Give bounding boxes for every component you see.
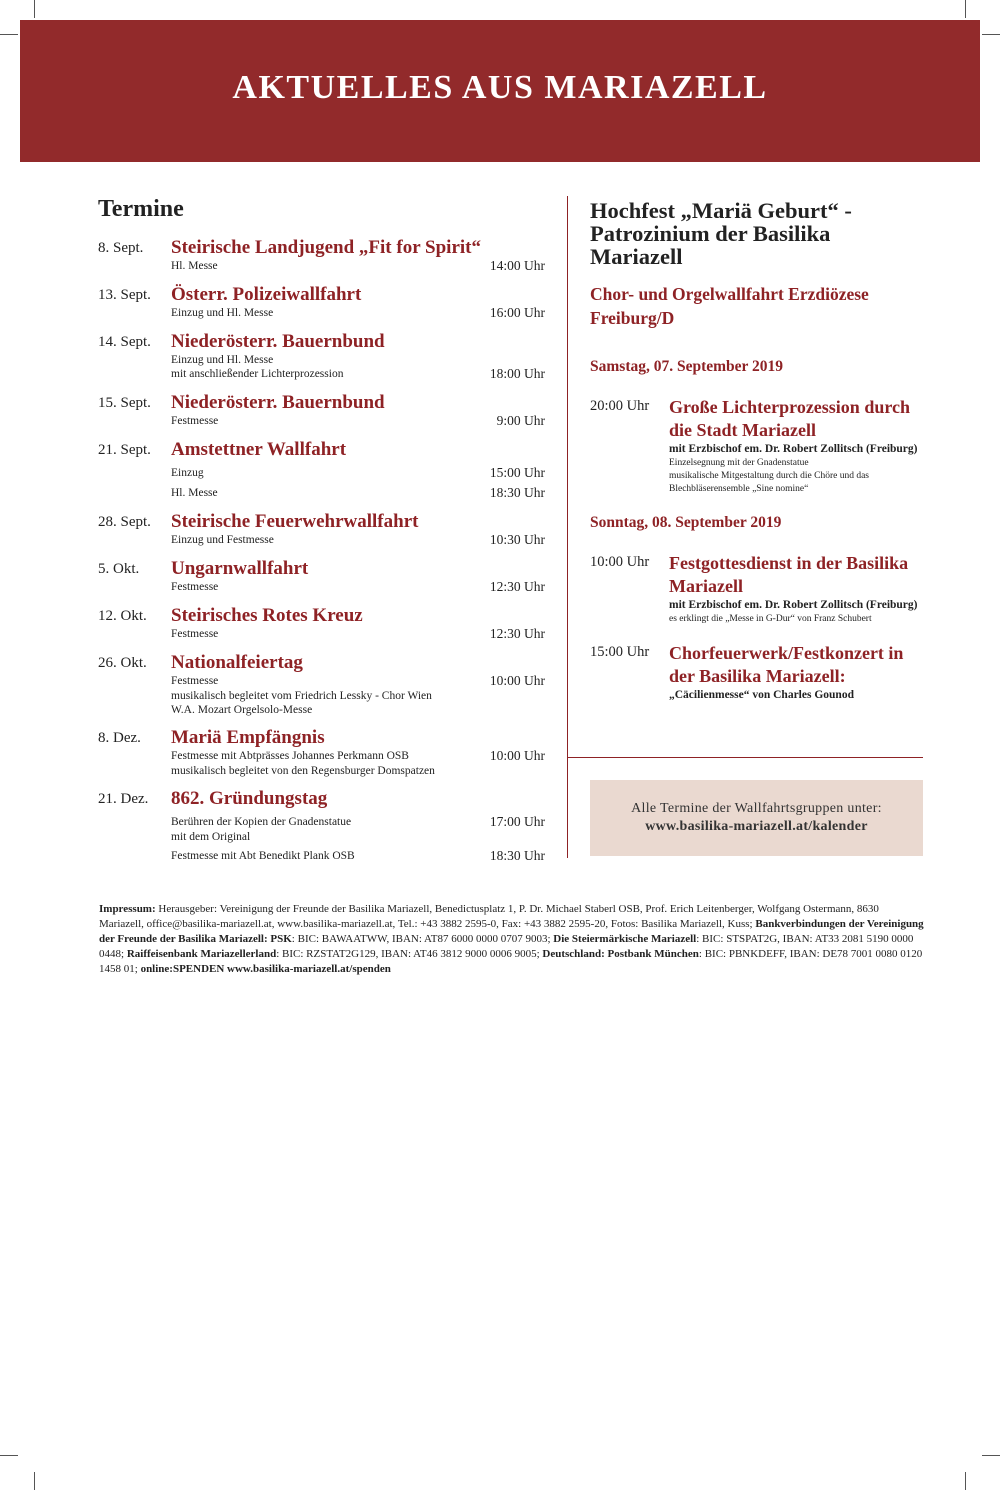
event-title: Steirische Feuerwehrwallfahrt [171,511,419,532]
event-line [171,306,548,321]
event-time: 18:30 Uhr [489,485,545,500]
crop-mark [982,1455,1000,1456]
program-time: 20:00 Uhr [590,398,650,414]
event-line [171,749,548,764]
program-title: Große Lichterprozession durch die Stadt Mariazell [669,397,911,440]
bank-label: Raiffeisenbank Mariazellerland [126,948,277,960]
program-item [590,552,923,626]
program-detail: mit Erzbischof em. Dr. Robert Zollitsch (Freiburg) [669,443,918,455]
day-heading: Sonntag, 08. September 2019 [590,514,782,531]
bank-label: Bankverbindungen der Vereinigung der Freunde der Basilika Mariazell: PSK [99,918,924,945]
event-line [171,815,548,830]
program-time: 15:00 Uhr [590,644,650,660]
event-time: 14:00 Uhr [489,258,545,273]
program-title: Chorfeuerwerk/Festkonzert in der Basilika Mariazell: [669,643,904,686]
event-line [171,627,548,642]
crop-mark [34,1472,35,1490]
event-line [171,580,548,595]
donation-link[interactable]: online:SPENDEN www.basilika-mariazell.at/spenden [140,963,391,975]
program-time: 10:00 Uhr [590,554,650,570]
event-item [98,511,548,548]
event-item [98,392,548,429]
program-detail: „Cäcilienmesse“ von Charles Gounod [669,689,854,701]
event-note: musikalisch begleitet von den Regensburger Domspatzen [171,765,435,777]
event-line [171,367,548,382]
event-line [171,259,548,274]
event-note: W.A. Mozart Orgelsolo-Messe [171,704,313,716]
bank-text: : BIC: PBNKDEFF, IBAN: DE78 7001 0080 0120 1458 01; [99,948,923,975]
event-item [98,605,548,642]
event-line-text: Hl. Messe [171,487,218,499]
event-item [98,558,548,595]
program-item [590,642,923,703]
header-banner [20,20,980,162]
event-title: Nationalfeiertag [171,652,303,673]
event-line [171,849,548,864]
event-item [98,237,548,274]
event-title: Steirische Landjugend „Fit for Spirit“ [171,237,481,258]
event-time: 18:00 Uhr [489,366,545,381]
event-date: 21. Dez. [98,791,149,807]
hochfest-section [590,199,923,703]
event-time: 12:30 Uhr [489,579,545,594]
calendar-info-box [590,780,923,856]
event-title: Mariä Empfängnis [171,727,325,748]
event-title: 862. Gründungstag [171,788,328,809]
event-date: 28. Sept. [98,514,151,530]
event-date: 26. Okt. [98,655,147,671]
event-line-text: mit anschließender Lichterprozession [171,368,344,380]
bank-text: : BIC: BAWAATWW, IBAN: AT87 6000 0000 0707 9003; [291,933,554,945]
event-line [171,486,548,501]
event-time: 9:00 Uhr [496,413,545,428]
section-divider [567,757,923,758]
impressum [99,902,924,977]
event-date: 8. Sept. [98,240,144,256]
event-item [98,652,548,717]
program-note: Einzelsegnung mit der Gnadenstatue [669,458,809,468]
event-title: Ungarnwallfahrt [171,558,309,579]
event-item [98,284,548,321]
program-note: es erklingt die „Messe in G-Dur“ von Franz Schubert [669,614,872,624]
event-item [98,331,548,382]
event-line-text: Einzug [171,467,204,479]
event-date: 13. Sept. [98,287,151,303]
event-line-text: Festmesse mit Abt Benedikt Plank OSB [171,850,355,862]
crop-mark [0,34,18,35]
event-date: 12. Okt. [98,608,147,624]
crop-mark [0,1455,18,1456]
event-line [171,674,548,689]
hochfest-subtitle: Chor- und Orgelwallfahrt Erzdiözese Freiburg/D [590,284,869,328]
day-heading: Samstag, 07. September 2019 [590,358,784,375]
termine-section [98,196,548,874]
event-line-text: Festmesse [171,415,219,427]
event-line-text: Festmesse [171,581,219,593]
page-title: AKTUELLES AUS MARIAZELL [232,69,768,106]
program-detail: mit Erzbischof em. Dr. Robert Zollitsch (Freiburg) [669,599,918,611]
event-title: Steirisches Rotes Kreuz [171,605,363,626]
event-time: 15:00 Uhr [489,465,545,480]
crop-mark [965,0,966,18]
bank-text: : BIC: RZSTAT2G129, IBAN: AT46 3812 9000 0006 9005; [276,948,543,960]
event-line-text: Festmesse mit Abtprässes Johannes Perkmann OSB [171,750,409,762]
program-item [590,396,923,496]
crop-mark [982,34,1000,35]
crop-mark [34,0,35,18]
event-time: 17:00 Uhr [489,814,545,829]
event-date: 21. Sept. [98,442,151,458]
event-note: mit dem Original [171,831,251,843]
event-line-text: Berühren der Kopien der Gnadenstatue [171,816,352,828]
bank-label: Die Steiermärkische Mariazell [553,933,697,945]
event-line [171,533,548,548]
event-time: 16:00 Uhr [489,305,545,320]
event-title: Amstettner Wallfahrt [171,439,347,460]
event-note: Einzug und Hl. Messe [171,354,274,366]
event-line-text: Einzug und Hl. Messe [171,307,274,319]
column-divider [567,196,568,858]
event-date: 15. Sept. [98,395,151,411]
calendar-link[interactable]: www.basilika-mariazell.at/kalender [645,819,868,834]
impressum-text: Herausgeber: Vereinigung der Freunde der Basilika Mariazell, Benedictusplatz 1, P. Dr. Michael Staberl OSB, Prof. Erich Leitenberger, Wolfgang Ostermann, 8630 Mariazell, office@basilika-mariazell.at, www.basilika-mariazell.at, Tel.: +43 3882 2595-0, Fax: +43 3882 2595-20, Fotos: Basilika Mariazell, Kuss; [99,903,879,930]
event-date: 8. Dez. [98,730,141,746]
bank-text: : BIC: STSPAT2G, IBAN: AT33 2081 5190 0000 0448; [99,933,914,960]
event-title: Niederösterr. Bauernbund [171,392,385,413]
program-title: Festgottesdienst in der Basilika Mariazell [669,553,909,596]
event-line-text: Festmesse [171,675,219,687]
event-line-text: Hl. Messe [171,260,218,272]
calendar-info-text: Alle Termine der Wallfahrtsgruppen unter: [631,801,882,816]
event-time: 10:30 Uhr [489,532,545,547]
event-item [98,439,548,501]
event-line [171,414,548,429]
event-title: Österr. Polizeiwallfahrt [171,284,362,305]
program-note: musikalische Mitgestaltung durch die Chöre und das Blechbläserensemble „Sine nomine“ [669,471,869,494]
crop-mark [965,1472,966,1490]
event-time: 12:30 Uhr [489,626,545,641]
termine-heading: Termine [98,196,184,222]
event-item [98,727,548,778]
event-line-text: Festmesse [171,628,219,640]
event-time: 10:00 Uhr [489,748,545,763]
hochfest-title: Hochfest „Mariä Geburt“ - Patrozinium der Basilika Mariazell [590,198,852,269]
impressum-label: Impressum: [99,903,156,915]
event-line [171,466,548,481]
event-time: 18:30 Uhr [489,848,545,863]
event-title: Niederösterr. Bauernbund [171,331,385,352]
event-item [98,788,548,864]
event-date: 5. Okt. [98,561,140,577]
event-line-text: Einzug und Festmesse [171,534,274,546]
event-note: musikalisch begleitet vom Friedrich Lessky - Chor Wien [171,690,432,702]
event-time: 10:00 Uhr [489,673,545,688]
bank-label: Deutschland: Postbank München [542,948,699,960]
event-date: 14. Sept. [98,334,151,350]
